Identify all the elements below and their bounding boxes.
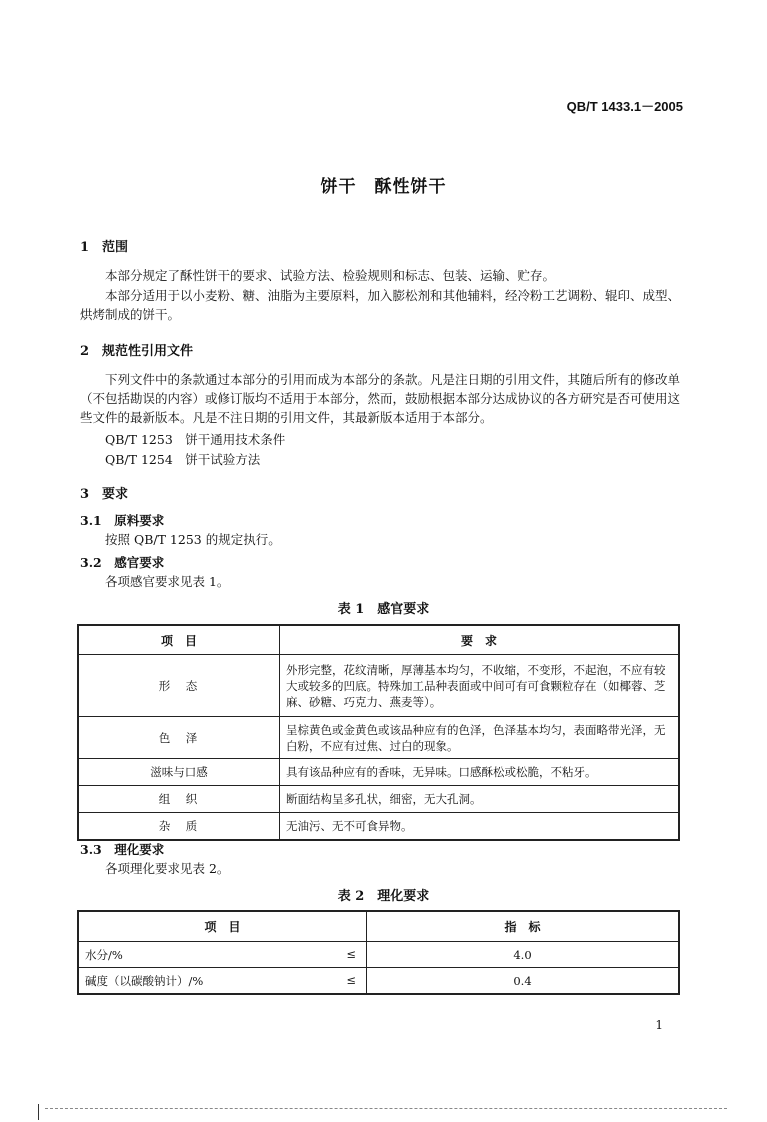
- margin-mark: [38, 1104, 39, 1120]
- table-row: [78, 942, 679, 968]
- item-label: 水分/%: [85, 947, 123, 962]
- section-3-3-text: 各项理化要求见表 2。: [105, 861, 230, 876]
- requirement-cell: 无油污、无不可食异物。: [280, 813, 680, 840]
- standard-number: QB/T 1433.1－2005: [566, 99, 683, 114]
- section-2-para: 下列文件中的条款通过本部分的引用而成为本部分的条款。凡是注日期的引用文件，其随后所有的修改单（不包括勘误的内容）或修订版均不适用于本部分，然而，鼓励根据本部分达成协议的各方研究是否可使用这些文件的最新版本。凡是不注日期的引用文件，其最新版本适用于本部分。: [80, 372, 681, 425]
- value-cell: 0.4: [367, 968, 680, 995]
- item-cell: [78, 968, 367, 995]
- item-label: 碱度（以碳酸钠计）/%: [85, 973, 204, 988]
- section-3-heading: 3 要求: [80, 487, 129, 502]
- requirement-cell: 断面结构呈多孔状，细密，无大孔洞。: [280, 786, 680, 813]
- column-header: 要 求: [280, 625, 680, 655]
- table-row: [78, 759, 679, 786]
- table-header-row: [78, 911, 679, 942]
- section-3-2-text: 各项感官要求见表 1。: [105, 574, 230, 589]
- table-row: [78, 655, 679, 717]
- table-row: [78, 786, 679, 813]
- section-1-heading: 1 范围: [80, 240, 129, 255]
- table-row: [78, 717, 679, 759]
- column-header: 项 目: [78, 625, 280, 655]
- item-cell: [78, 942, 367, 968]
- table-row: [78, 968, 679, 995]
- item-cell: 形 态: [78, 655, 280, 717]
- section-3-1-heading: 3.1 原料要求: [80, 513, 165, 528]
- item-cell: 色 泽: [78, 717, 280, 759]
- section-3-3-heading: 3.3 理化要求: [80, 842, 165, 857]
- requirement-cell: 外形完整，花纹清晰，厚薄基本均匀，不收缩，不变形，不起泡，不应有较大或较多的凹底。特殊加工品种表面或中间可有可食颗粒存在（如椰蓉、芝麻、砂糖、巧克力、燕麦等）。: [280, 655, 680, 717]
- item-cell: 杂 质: [78, 813, 280, 840]
- sensory-requirements-table: [77, 624, 680, 841]
- item-cell: 滋味与口感: [78, 759, 280, 786]
- value-cell: 4.0: [367, 942, 680, 968]
- reference-item: QB/T 1253 饼干通用技术条件: [105, 432, 286, 447]
- less-equal-symbol: ≤: [346, 972, 356, 987]
- less-equal-symbol: ≤: [346, 946, 356, 961]
- item-cell: 组 织: [78, 786, 280, 813]
- page-number: 1: [655, 1018, 663, 1032]
- table-1-caption: 表 1 感官要求: [337, 602, 430, 617]
- column-header: 项 目: [78, 911, 367, 942]
- footer-divider: [45, 1108, 727, 1109]
- section-1-para-2: 本部分适用于以小麦粉、糖、油脂为主要原料，加入膨松剂和其他辅料，经冷粉工艺调粉、辊印、成型、烘烤制成的饼干。: [80, 288, 681, 322]
- reference-item: QB/T 1254 饼干试验方法: [105, 452, 261, 467]
- page-title: 饼干 酥性饼干: [320, 177, 447, 197]
- section-1-para-1: 本部分规定了酥性饼干的要求、试验方法、检验规则和标志、包装、运输、贮存。: [105, 268, 556, 283]
- requirement-cell: 具有该品种应有的香味，无异味。口感酥松或松脆，不粘牙。: [280, 759, 680, 786]
- requirement-cell: 呈棕黄色或金黄色或该品种应有的色泽，色泽基本均匀，表面略带光泽，无白粉，不应有过焦、过白的现象。: [280, 717, 680, 759]
- section-2-heading: 2 规范性引用文件: [80, 344, 194, 359]
- table-header-row: [78, 625, 679, 655]
- section-3-1-text: 按照 QB/T 1253 的规定执行。: [105, 532, 281, 547]
- section-3-2-heading: 3.2 感官要求: [80, 555, 165, 570]
- table-2-caption: 表 2 理化要求: [337, 889, 430, 904]
- table-row: [78, 813, 679, 840]
- physicochemical-requirements-table: [77, 910, 680, 995]
- column-header: 指 标: [367, 911, 680, 942]
